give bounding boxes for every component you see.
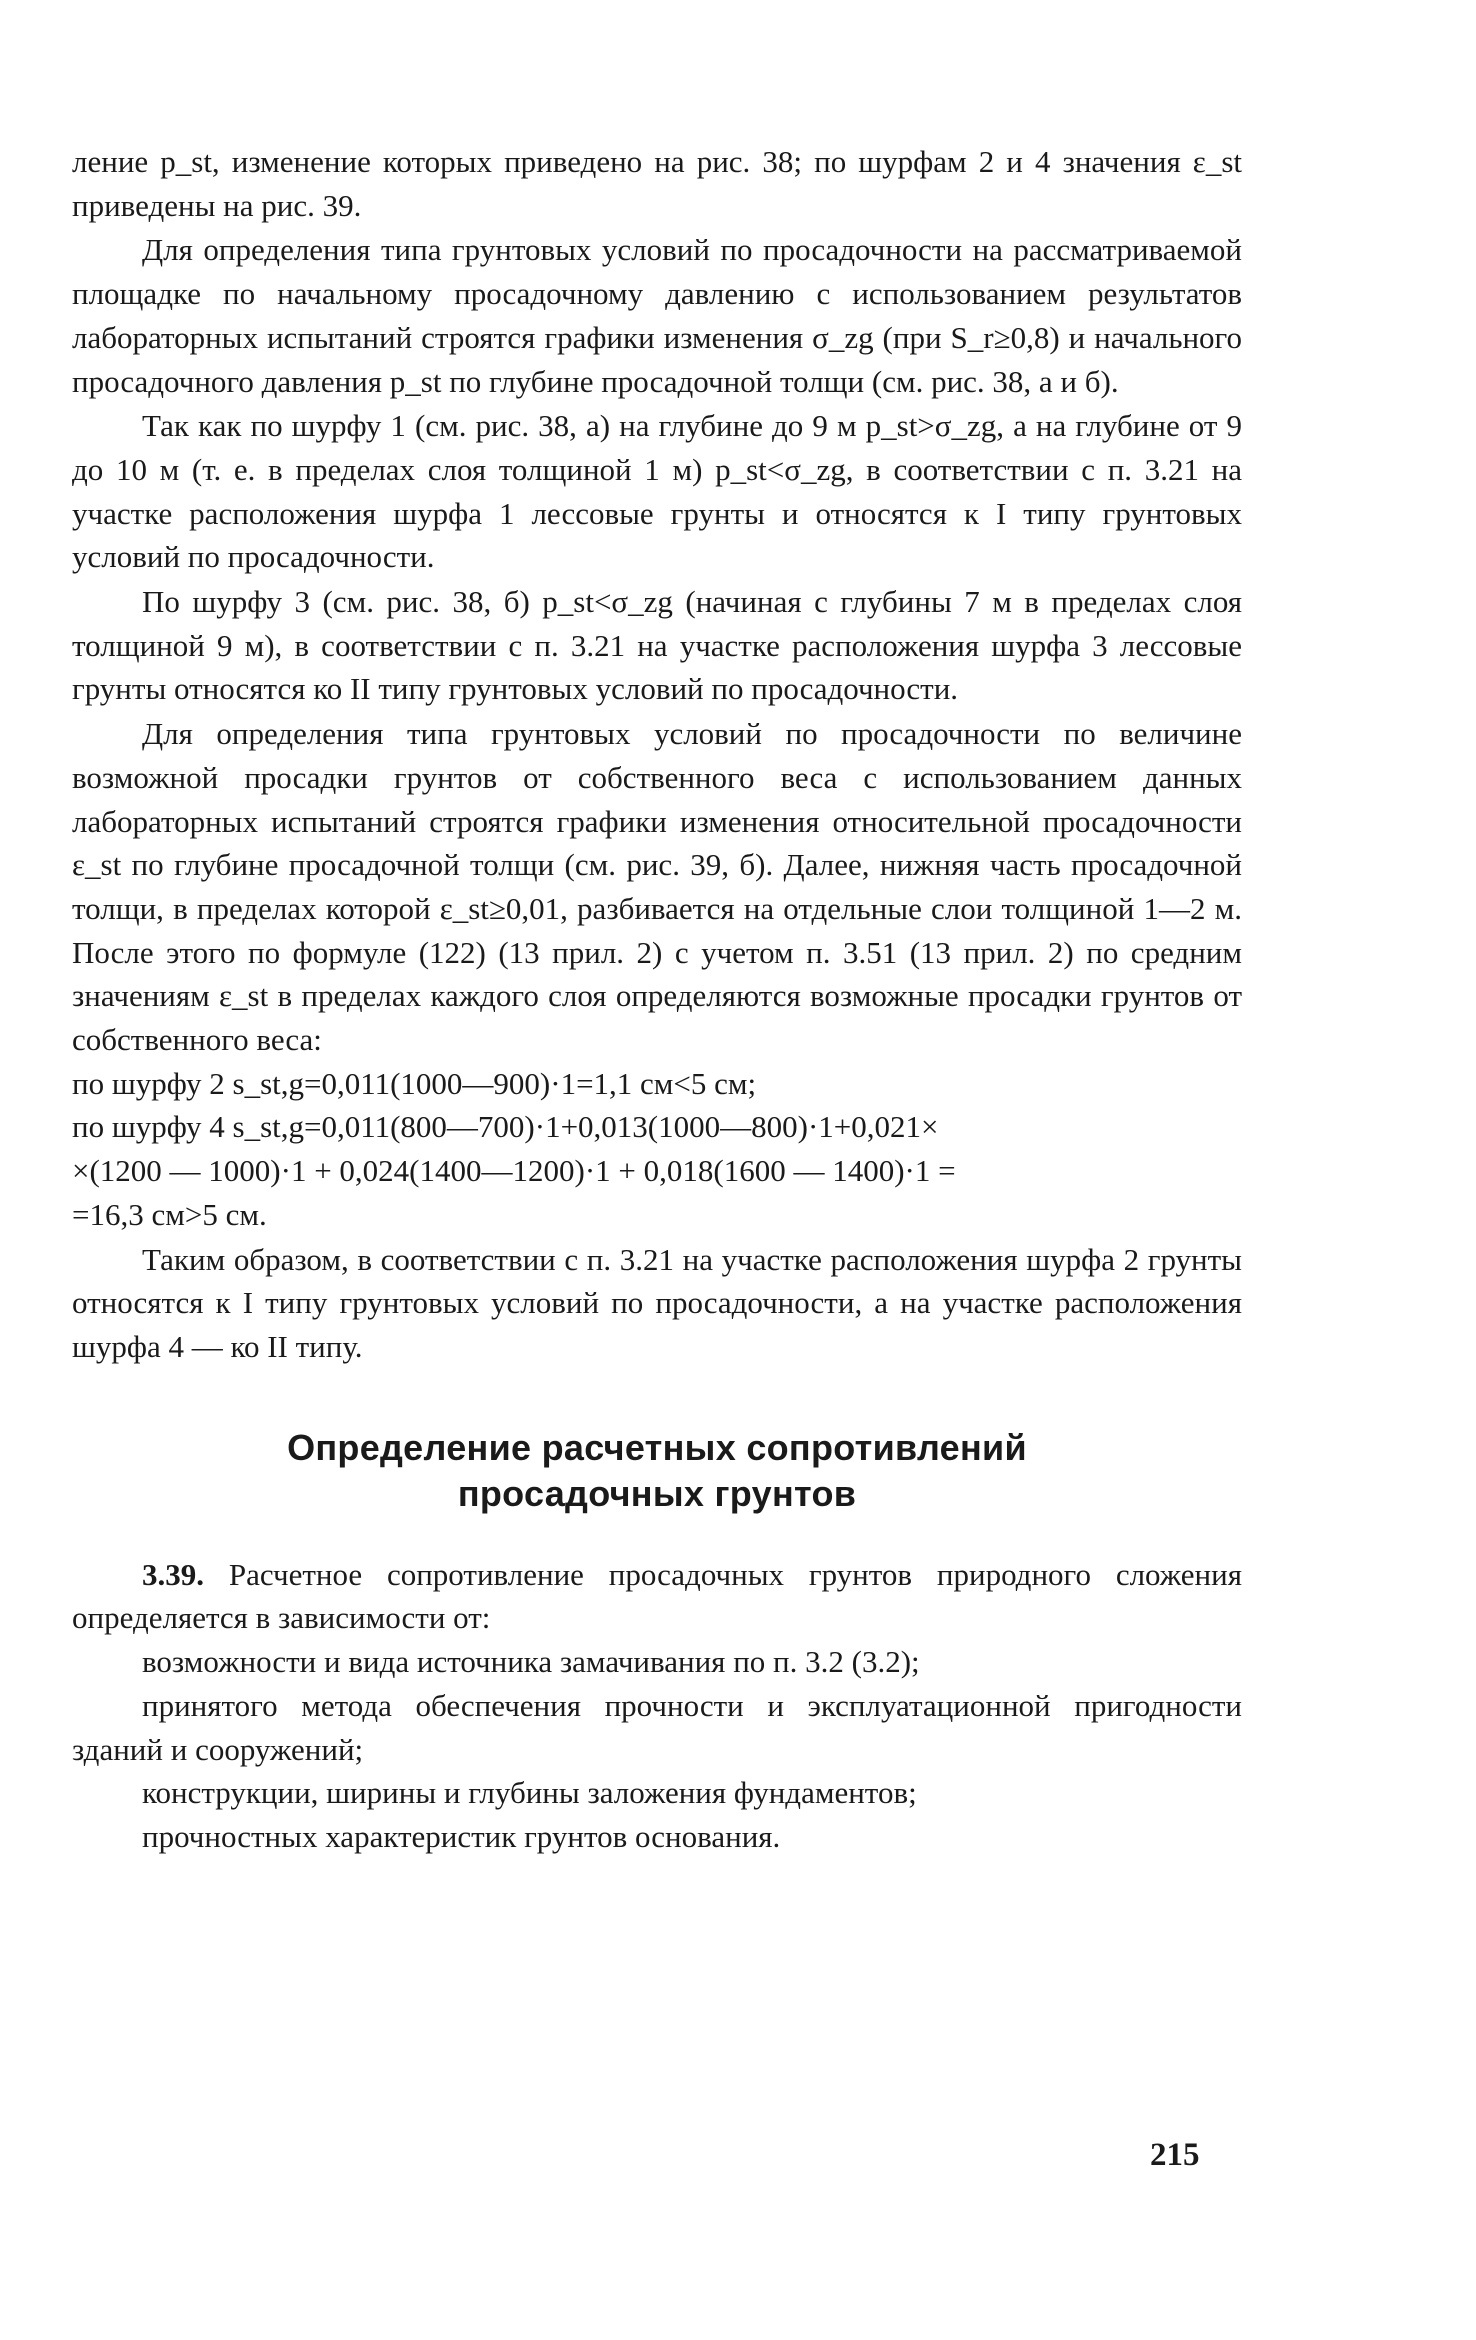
- section-heading: [72, 1425, 1242, 1517]
- list-item: принятого метода обеспечения прочности и эксплуатационной пригодности зданий и сооружений;: [72, 1687, 1242, 1767]
- formula-shurf-4-line-1: по шурфу 4 s_st,g=0,011(800—700)·1+0,013(1000—800)·1+0,021×: [72, 1109, 939, 1145]
- clause-text: Расчетное сопротивление просадочных грунтов природного сложения определяется в зависимости от:: [72, 1556, 1242, 1636]
- paragraph-3: Так как по шурфу 1 (см. рис. 38, а) на глубине до 9 м p_st>σ_zg, а на глубине от 9 до 10 м (т. е. в пределах слоя толщиной 1 м) p_st<σ_zg, в соответствии с п. 3.21 на участке расположения шурфа 1 лессовые грунты и относятся к I типу грунтовых условий по просадочности.: [72, 408, 1242, 575]
- paragraph-1: ление p_st, изменение которых приведено на рис. 38; по шурфам 2 и 4 значения ε_st приведены на рис. 39.: [72, 144, 1242, 223]
- list-item: конструкции, ширины и глубины заложения фундаментов;: [142, 1775, 917, 1811]
- section-heading-line-1: Определение расчетных сопротивлений: [287, 1426, 1027, 1468]
- clause-number: 3.39.: [142, 1556, 204, 1592]
- formula-shurf-4-line-3: =16,3 см>5 см.: [72, 1196, 267, 1232]
- conclusion-paragraph: Таким образом, в соответствии с п. 3.21 на участке расположения шурфа 2 грунты относятся к I типу грунтовых условий по просадочности, а на участке расположения шурфа 4 — ко II типу.: [72, 1241, 1242, 1364]
- clause-paragraph: [72, 1553, 1242, 1640]
- page-body: [72, 140, 1242, 1859]
- paragraph-2: Для определения типа грунтовых условий по просадочности на рассматриваемой площадке по начальному просадочному давлению с использованием результатов лабораторных испытаний строятся графики изменения σ_zg (при S_r≥0,8) и начального просадочного давления p_st по глубине просадочной толщи (см. рис. 38, а и б).: [72, 232, 1242, 399]
- page-number: 215: [1150, 2137, 1200, 2173]
- section-heading-line-2: просадочных грунтов: [457, 1472, 857, 1514]
- formula-shurf-2: по шурфу 2 s_st,g=0,011(1000—900)·1=1,1 см<5 см;: [72, 1065, 757, 1101]
- list-item: прочностных характеристик грунтов основания.: [142, 1818, 781, 1854]
- paragraph-4: По шурфу 3 (см. рис. 38, б) p_st<σ_zg (начиная с глубины 7 м в пределах слоя толщиной 9 м), в соответствии с п. 3.21 на участке расположения шурфа 3 лессовые грунты относятся ко II типу грунтовых условий по просадочности.: [72, 584, 1242, 707]
- formula-shurf-4-line-2: ×(1200 — 1000)·1 + 0,024(1400—1200)·1 + 0,018(1600 — 1400)·1 =: [72, 1153, 956, 1189]
- paragraph-5: Для определения типа грунтовых условий по просадочности по величине возможной просадки грунтов от собственного веса с использованием данных лабораторных испытаний строятся графики изменения относительной просадочности ε_st по глубине просадочной толщи (см. рис. 39, б). Далее, нижняя часть просадочной толщи, в пределах которой ε_st≥0,01, разбивается на отдельные слои толщиной 1—2 м. После этого по формуле (122) (13 прил. 2) с учетом п. 3.51 (13 прил. 2) по средним значениям ε_st в пределах каждого слоя определяются возможные просадки грунтов от собственного веса:: [72, 716, 1242, 1058]
- list-item: возможности и вида источника замачивания по п. 3.2 (3.2);: [142, 1644, 920, 1680]
